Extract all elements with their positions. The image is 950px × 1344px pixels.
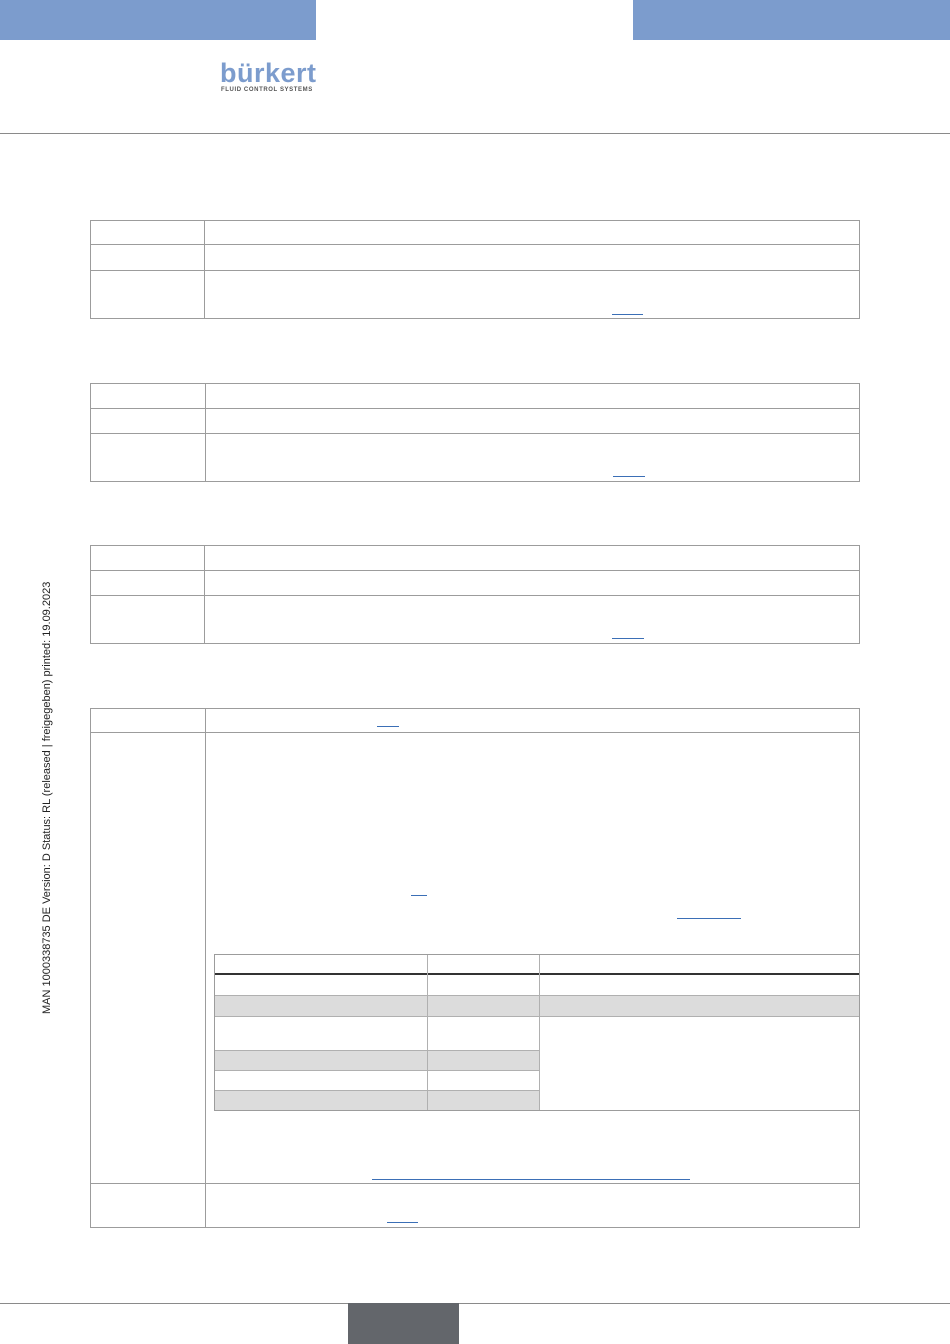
nested-value-table xyxy=(214,954,860,1111)
table-row xyxy=(215,1050,539,1070)
table-2-row-divider xyxy=(91,433,859,434)
table-4-section-link[interactable] xyxy=(677,918,741,919)
table-2-page-link[interactable] xyxy=(613,476,645,477)
table-4-column-divider xyxy=(205,709,206,1227)
table-4-row-divider xyxy=(91,1183,859,1184)
footer-divider xyxy=(0,1303,950,1304)
nested-row-divider xyxy=(215,1090,539,1091)
table-4-page-link[interactable] xyxy=(387,1222,418,1223)
table-1-row-divider xyxy=(91,270,859,271)
document-status-text: MAN 1000338735 DE Version: D Status: RL (released | freigegeben) printed: 19.09.2023 xyxy=(41,581,53,1014)
logo-wordmark: bürkert xyxy=(220,58,317,88)
table-4-page-link[interactable] xyxy=(411,895,427,896)
header-divider xyxy=(0,133,950,134)
nested-row-divider xyxy=(215,1070,539,1071)
table-4-reference-link[interactable] xyxy=(372,1179,690,1180)
logo-tagline: FLUID CONTROL SYSTEMS xyxy=(221,87,313,93)
nested-column-divider xyxy=(427,955,428,1110)
buerkert-logo xyxy=(220,57,318,97)
table-row xyxy=(215,1090,539,1110)
table-4-row-divider xyxy=(91,732,859,733)
page-number-tab xyxy=(348,1303,459,1344)
header-band-right xyxy=(633,0,950,40)
header-band-left xyxy=(0,0,316,40)
table-3-row-divider xyxy=(91,570,859,571)
nested-table-header-rule xyxy=(215,973,859,975)
table-1-row-divider xyxy=(91,244,859,245)
table-4-page-link[interactable] xyxy=(377,726,399,727)
nested-row-divider xyxy=(215,995,859,996)
table-2-row-divider xyxy=(91,408,859,409)
nested-column-divider xyxy=(539,955,540,1110)
table-3-page-link[interactable] xyxy=(612,638,644,639)
nested-row-divider xyxy=(215,1016,859,1017)
nested-row-divider xyxy=(215,1050,539,1051)
table-1-page-link[interactable] xyxy=(612,314,643,315)
table-row xyxy=(215,996,859,1016)
table-3-row-divider xyxy=(91,595,859,596)
